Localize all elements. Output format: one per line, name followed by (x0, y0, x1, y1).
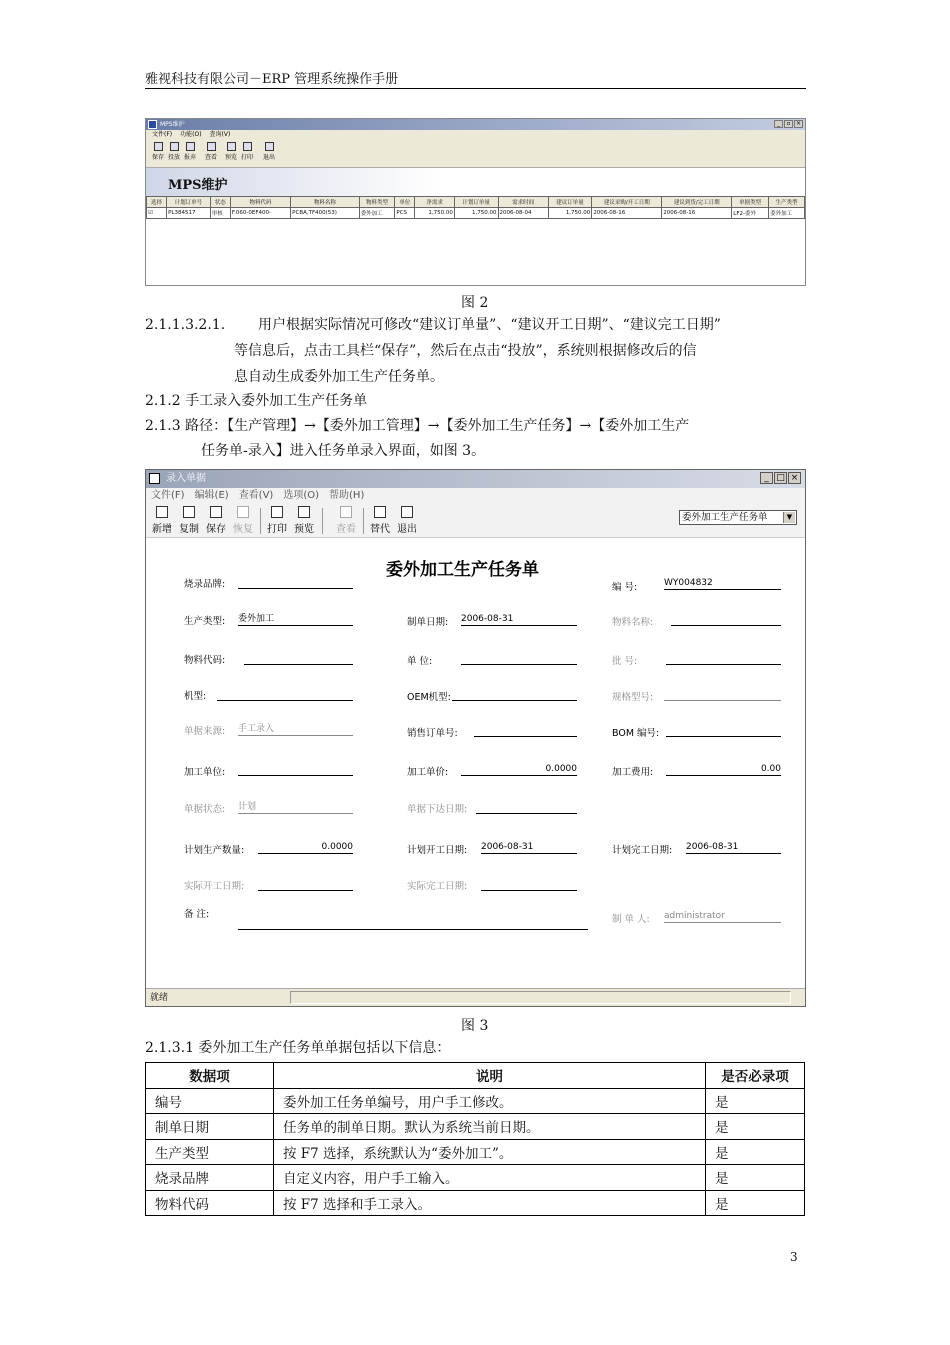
table-row (146, 1088, 805, 1114)
model-field[interactable] (217, 688, 353, 701)
proc-unit-field[interactable] (238, 763, 353, 776)
table-cell: 生产类型 (146, 1139, 274, 1165)
copy-icon (183, 506, 195, 518)
table-cell: 是 (706, 1165, 805, 1191)
substitute-button[interactable]: 替代 (368, 506, 392, 535)
grid-header[interactable]: 单位 (395, 197, 415, 208)
table-cell: 制单日期 (146, 1114, 274, 1140)
actual-start-label: 实际开工日期: (184, 881, 245, 892)
document-type-select[interactable] (679, 510, 797, 525)
select-checkbox[interactable]: ☑ (147, 208, 167, 219)
table-row (146, 1190, 805, 1216)
menu-file[interactable]: 文件(F) (151, 490, 185, 501)
restore-icon[interactable]: ▫ (784, 120, 793, 128)
table-row (146, 1114, 805, 1140)
page-number: 3 (790, 1250, 798, 1264)
grid-header[interactable]: 建议订单量 (548, 197, 592, 208)
grid-cell: F.060-0EF400- (230, 208, 290, 219)
table-row (146, 1139, 805, 1165)
remark-label: 备 注: (184, 909, 210, 920)
table-header: 说明 (274, 1063, 706, 1089)
source-label: 单据来源: (184, 726, 226, 737)
grid-header[interactable]: 净需求 (415, 197, 454, 208)
undo-icon (237, 506, 249, 518)
menu-edit[interactable]: 编辑(E) (194, 490, 229, 501)
plan-qty-label: 计划生产数量: (184, 845, 245, 856)
para-1-line2: 等信息后，点击工具栏“保存”，然后在点击“投放”，系统则根据修改后的信 (234, 343, 697, 359)
exit-icon (265, 142, 274, 151)
oem-field[interactable] (452, 688, 577, 701)
mps-grid (146, 196, 805, 219)
new-file-icon (156, 506, 168, 518)
mps-toolbar (146, 140, 805, 168)
spec-label: 规格型号: (612, 692, 654, 703)
entry-toolbar (146, 504, 805, 538)
grid-cell: PCS (395, 208, 415, 219)
table-row (146, 1165, 805, 1191)
view-icon (340, 506, 352, 518)
discard-button[interactable]: 报弃 (183, 142, 197, 161)
mat-code-label: 物料代码: (184, 655, 226, 666)
grid-cell: 1,750.00 (415, 208, 454, 219)
grid-header[interactable]: 生产类型 (769, 197, 805, 208)
mps-banner-title: MPS维护 (168, 178, 228, 193)
para-1-line3: 息自动生成委外加工生产任务单。 (234, 369, 444, 385)
actual-end-field[interactable] (481, 878, 577, 891)
entry-menu-bar (146, 488, 805, 504)
figure2-caption: 图 2 (461, 295, 489, 311)
grid-cell: PCBA,TF400(53) (291, 208, 359, 219)
table-cell: 是 (706, 1114, 805, 1140)
mps-banner (146, 168, 805, 196)
chevron-down-icon[interactable]: ▼ (783, 512, 795, 523)
plan-end-field[interactable]: 2006-08-31 (686, 841, 781, 854)
grid-header[interactable]: 建议采购/开工日期 (592, 197, 662, 208)
grid-cell[interactable]: 2006-08-16 (592, 208, 662, 219)
minimize-icon[interactable]: _ (760, 472, 773, 484)
grid-header[interactable]: 状态 (210, 197, 230, 208)
section-2-1-3-line2: 任务单-录入】进入任务单录入界面，如图 3。 (201, 443, 486, 459)
unit-price-label: 加工单价: (407, 767, 449, 778)
entry-title-bar (146, 470, 805, 488)
number-field[interactable]: WY004832 (664, 577, 781, 590)
proc-unit-label: 加工单位: (184, 767, 226, 778)
batch-field[interactable] (666, 652, 781, 665)
maker-field: administrator (664, 910, 781, 923)
grid-header[interactable]: 物料类型 (359, 197, 395, 208)
info-table (145, 1062, 805, 1216)
grid-cell: 委外加工 (359, 208, 395, 219)
bom-label: BOM 编号: (612, 728, 660, 739)
sales-order-field[interactable] (474, 724, 577, 737)
grid-cell[interactable]: 1,750.00 (548, 208, 592, 219)
print-button[interactable]: 打印 (240, 142, 254, 161)
status-panel (290, 991, 791, 1004)
mat-name-field[interactable] (671, 613, 781, 626)
view-button[interactable]: 查看 (334, 506, 358, 535)
table-header: 是否必录项 (706, 1063, 805, 1089)
exit-button[interactable]: 退出 (262, 142, 276, 161)
grid-header[interactable]: 物料代码 (230, 197, 290, 208)
grid-cell: LF2-委外 (732, 208, 769, 219)
maximize-icon[interactable]: □ (774, 472, 787, 484)
grid-header[interactable]: 物料名称 (291, 197, 359, 208)
issue-date-label: 单据下达日期: (407, 804, 468, 815)
date-label: 制单日期: (407, 617, 449, 628)
header-divider (145, 88, 806, 89)
grid-header[interactable]: 计划订单量 (454, 197, 498, 208)
grid-header[interactable]: 单据类型 (732, 197, 769, 208)
brand-field[interactable] (238, 576, 353, 589)
table-cell: 按 F7 选择和手工录入。 (274, 1190, 706, 1216)
grid-cell: 2006-08-04 (498, 208, 548, 219)
menu-function[interactable]: 功能(O) (180, 131, 202, 138)
form-title: 委外加工生产任务单 (386, 560, 539, 580)
table-cell: 任务单的制单日期。默认为系统当前日期。 (274, 1114, 706, 1140)
status-bar (146, 988, 805, 1006)
grid-cell: PL384517 (167, 208, 211, 219)
status-text: 就绪 (150, 993, 169, 1003)
actual-end-label: 实际完工日期: (407, 881, 468, 892)
section-2-1-2: 2.1.2 手工录入委外加工生产任务单 (145, 393, 368, 409)
grid-header[interactable]: 计划订单号 (167, 197, 211, 208)
table-cell: 烧录品牌 (146, 1165, 274, 1191)
unit-price-field[interactable]: 0.0000 (461, 763, 577, 776)
grid-cell[interactable]: 2006-08-16 (662, 208, 732, 219)
save-icon (210, 506, 222, 518)
batch-label: 批 号: (612, 656, 638, 667)
grid-cell: 委外加工 (769, 208, 805, 219)
mps-title-bar (146, 119, 805, 130)
table-cell: 自定义内容，用户手工输入。 (274, 1165, 706, 1191)
model-label: 机型: (184, 691, 207, 702)
plan-qty-field[interactable]: 0.0000 (258, 841, 353, 854)
number-label: 编 号: (612, 582, 638, 593)
print-button[interactable]: 打印 (265, 506, 289, 535)
unit-label: 单 位: (407, 656, 433, 667)
actual-start-field[interactable] (258, 878, 353, 891)
plan-start-field[interactable]: 2006-08-31 (481, 841, 577, 854)
table-row[interactable] (147, 208, 805, 219)
brand-label: 烧录品牌: (184, 579, 226, 590)
entry-window-title: 录入单据 (166, 473, 206, 484)
maker-label: 制 单 人: (612, 914, 650, 925)
preview-icon (298, 506, 310, 518)
prod-type-field[interactable]: 委外加工 (238, 613, 353, 626)
document-type-value: 委外加工生产任务单 (682, 512, 768, 523)
table-cell: 物料代码 (146, 1190, 274, 1216)
print-icon (271, 506, 283, 518)
save-button[interactable]: 保存 (204, 506, 228, 535)
close-icon[interactable]: × (788, 472, 801, 484)
table-cell: 是 (706, 1139, 805, 1165)
remark-field[interactable] (238, 917, 588, 930)
app-icon (148, 120, 157, 129)
mps-menu-bar (146, 130, 805, 140)
mps-window-title: MPS维护 (160, 121, 185, 128)
proc-fee-label: 加工费用: (612, 767, 654, 778)
table-cell: 编号 (146, 1088, 274, 1114)
oem-label: OEM机型: (407, 692, 451, 703)
para-1-line1: 用户根据实际情况可修改“建议订单量”、“建议开工日期”、“建议完工日期” (258, 317, 721, 333)
section-2-1-3-1: 2.1.3.1 委外加工生产任务单单据包括以下信息： (145, 1040, 451, 1056)
menu-query[interactable]: 查询(V) (209, 131, 231, 138)
grid-header[interactable]: 需求时间 (498, 197, 548, 208)
section-2-1-3-line1: 2.1.3 路径：【生产管理】→【委外加工管理】→【委外加工生产任务】→【委外加工生产 (145, 418, 690, 434)
date-field[interactable]: 2006-08-31 (461, 613, 577, 626)
menu-options[interactable]: 选项(O) (283, 490, 320, 501)
proc-fee-field[interactable]: 0.00 (666, 763, 781, 776)
bom-field[interactable] (666, 724, 781, 737)
grid-cell[interactable]: 1,750.00 (454, 208, 498, 219)
minimize-icon[interactable]: _ (774, 120, 783, 128)
document-icon (149, 473, 160, 484)
mps-window-screenshot (145, 118, 806, 286)
sales-order-label: 销售订单号: (407, 728, 458, 739)
table-header: 数据项 (146, 1063, 274, 1089)
table-cell: 是 (706, 1088, 805, 1114)
release-icon (170, 142, 179, 151)
menu-help[interactable]: 帮助(H) (329, 490, 365, 501)
mat-name-label: 物料名称: (612, 617, 654, 628)
grid-cell: 审核 (210, 208, 230, 219)
save-icon (154, 142, 163, 151)
view-button[interactable]: 查看 (204, 142, 218, 161)
preview-button[interactable]: 预览 (292, 506, 316, 535)
spec-field[interactable] (664, 688, 781, 701)
discard-icon (186, 142, 195, 151)
view-icon (207, 142, 216, 151)
grid-header[interactable]: 选择 (147, 197, 167, 208)
table-cell: 是 (706, 1190, 805, 1216)
table-cell: 委外加工任务单编号，用户手工修改。 (274, 1088, 706, 1114)
figure3-caption: 图 3 (461, 1018, 489, 1034)
status-field: 计划 (238, 801, 353, 814)
table-cell: 按 F7 选择，系统默认为“委外加工”。 (274, 1139, 706, 1165)
issue-date-field[interactable] (476, 801, 577, 814)
print-icon (243, 142, 252, 151)
plan-start-label: 计划开工日期: (407, 845, 468, 856)
save-button[interactable]: 保存 (151, 142, 165, 161)
exit-button[interactable]: 退出 (395, 506, 419, 535)
release-button[interactable]: 投放 (167, 142, 181, 161)
copy-button[interactable]: 复制 (177, 506, 201, 535)
status-label: 单据状态: (184, 804, 226, 815)
menu-view[interactable]: 查看(V) (238, 490, 274, 501)
preview-button[interactable]: 预览 (224, 142, 238, 161)
preview-icon (227, 142, 236, 151)
page-header-title: 雅视科技有限公司－ERP 管理系统操作手册 (145, 72, 399, 87)
entry-window-screenshot (145, 469, 806, 1007)
restore-button[interactable]: 恢复 (231, 506, 255, 535)
source-field: 手工录入 (238, 723, 353, 736)
substitute-icon (374, 506, 386, 518)
plan-end-label: 计划完工日期: (612, 845, 673, 856)
menu-file[interactable]: 文件(F) (152, 131, 173, 138)
prod-type-label: 生产类型: (184, 616, 226, 627)
mat-code-field[interactable] (244, 652, 353, 665)
grid-header[interactable]: 建议到货/完工日期 (662, 197, 732, 208)
para-num-1: 2.1.1.3.2.1. (145, 317, 226, 333)
unit-field[interactable] (461, 652, 577, 665)
close-icon[interactable]: × (795, 120, 802, 127)
exit-icon (401, 506, 413, 518)
new-button[interactable]: 新增 (150, 506, 174, 535)
